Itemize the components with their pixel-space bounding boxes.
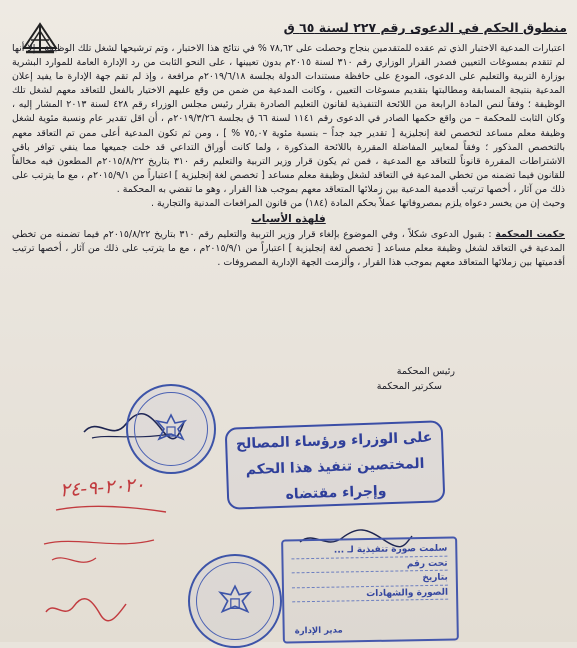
enforcement-stamp xyxy=(225,420,446,510)
body-paragraph-1: اعتبارات المدعية الاختبار الذي تم عقده للمتقدمين بنجاح وحصلت على ٧٨,٦٢ % في نتائج هذا الاختبار ، وتم ترشيحها لشغل تلك الوظيفة ، إلا أنها لم تتقدم بمسوغات التعيين فصدر القرار الوزاري رقم ٣١٠ لسنة ٢٠١٥م بدون تعيينها ، على النحو الثابت من رد الإدارة العامة للموارد البشرية بوزارة التربية والتعليم على الدعوى، المودع على حافظة مستندات الدولة بجلسة ٢٠١٩/٦/١٨م مرافعة ، وإذ لم تقم جهة الإدارة ما يفيد إعلان المدعية بنتيجة المسابقة ومطالبتها بتقديم مسوغات التعيين ، وكانت المدعية من ضمن من وقع عليهم الاختيار بالفعل للتعاقد معهم لشغل تلك الوظيفة ؛ وفقاً لنص المادة الرابعة من اللائحة التنفيذية لقانون التعليم الصادرة بقرار رئيس مجلس الوزراء رقم ٤٢٨ لسنة ٢٠١٣ المشار إليه ، وكان الثابت للمحكمة – من واقع حكمها الصادر في الدعوى رقم ١١٤١ لسنة ٦٦ ق بجلسة ٢٠١٩/٣/٢٦م ، أن اقل تقدير عام ونسبة مئوية لشغل وظيفة معلم مساعد لتخصص لغة إنجليزية [ تقدير جيد جداً – بنسبة مئوية ٧٥,٠٧ % ] ، ومن ثم تكون المدعية أعلى ممن تم التعاقد معهم بالتخصص المذكور ؛ وفقاً لمعايير المفاضلة المقررة باللائحة المذكورة ، ولما كانت أوراق التداعي قد خلت جميعها مما ينفي توافر باقي الاشتراطات المقررة قانوناً للتعاقد مع المدعية ، فمن ثم يكون قرار وزير التربية والتعليم رقم ٣١٠ بتاريخ ٢٠١٥/٨/٢٢م المطعون فيه مخالفاً للقانون فيما تضمنه من تخطي المدعية في التعاقد لشغل وظيفة معلم مساعد [ تخصص لغة إنجليزية ] اعتباراً من ٢٠١٥/٩/١م ، مع ما يترتب على ذلك من آثار ، أخصها ترتيب أقدمية المدعية بين زملائها المتعاقد معهم بموجب هذا القرار ، وهو ما تقضي به المحكمة . xyxy=(12,43,566,195)
copy-line-1: سلمت صورة تنفيذية لـ ... xyxy=(291,543,447,559)
ministry-seal xyxy=(188,554,282,648)
red-ink-note xyxy=(40,592,130,628)
copy-manager-label: مدير الإدارة xyxy=(294,624,343,636)
judgment-text: : بقبول الدعوى شكلاً ، وفي الموضوع بإلغاء قرار وزير التربية والتعليم رقم ٣١٠ بتاريخ ٢٠١٥/٨/٢٢م فيما تضمنه من تخطي المدعية في التعاقد لشغل وظيفة معلم مساعد [ تخصص لغة إنجليزية ] اعتباراً من ٢٠١٥/٩/١م ، مع ما يترتب على ذلك من آثار ، أخصها ترتيب أقدميتها بين زملائها المتعاقد معهم بموجب هذا القرار ، وألزمت الجهة الإدارية المصروفات . xyxy=(12,229,565,269)
enforcement-line-2: المختصين تنفيذ هذا الحكم xyxy=(245,455,425,479)
body-paragraph-2: وحيث إن من يخسر دعواه يلزم بمصروفاتها عملاً بحكم المادة (١٨٤) من قانون المرافعات المدنية والتجارية . xyxy=(151,198,565,210)
enforcement-line-1: على الوزراء ورؤساء المصالح xyxy=(235,429,433,453)
judgment-header xyxy=(97,20,567,35)
copy-line-3: بتاريخ xyxy=(292,572,448,588)
enforcement-line-3: وإجراء مقتضاه xyxy=(285,483,387,503)
judgment-paragraph xyxy=(12,228,565,270)
judgment-body xyxy=(12,42,565,271)
red-ink-markings xyxy=(36,500,176,580)
chairman-label: رئيس المحكمة xyxy=(396,366,455,377)
court-seal xyxy=(126,384,216,474)
judgment-lead: حكمت المحكمة xyxy=(495,229,565,241)
handwritten-date: ٢٠٢٠-٩-٢٤ xyxy=(59,473,146,502)
reasons-heading: فلهذه الأسباب xyxy=(251,213,326,226)
case-title: منطوق الحكم في الدعوى رقم ٢٢٧ لسنة ٦٥ ق xyxy=(283,20,567,35)
copy-line-4: الصورة والشهادات xyxy=(292,586,448,602)
eagle-emblem-icon xyxy=(151,409,191,449)
eagle-emblem-icon xyxy=(214,580,256,622)
executive-copy-stamp xyxy=(281,536,459,643)
secretary-label: سكرتير المحكمة xyxy=(376,381,442,392)
copy-line-2: تحت رقم xyxy=(291,557,447,573)
